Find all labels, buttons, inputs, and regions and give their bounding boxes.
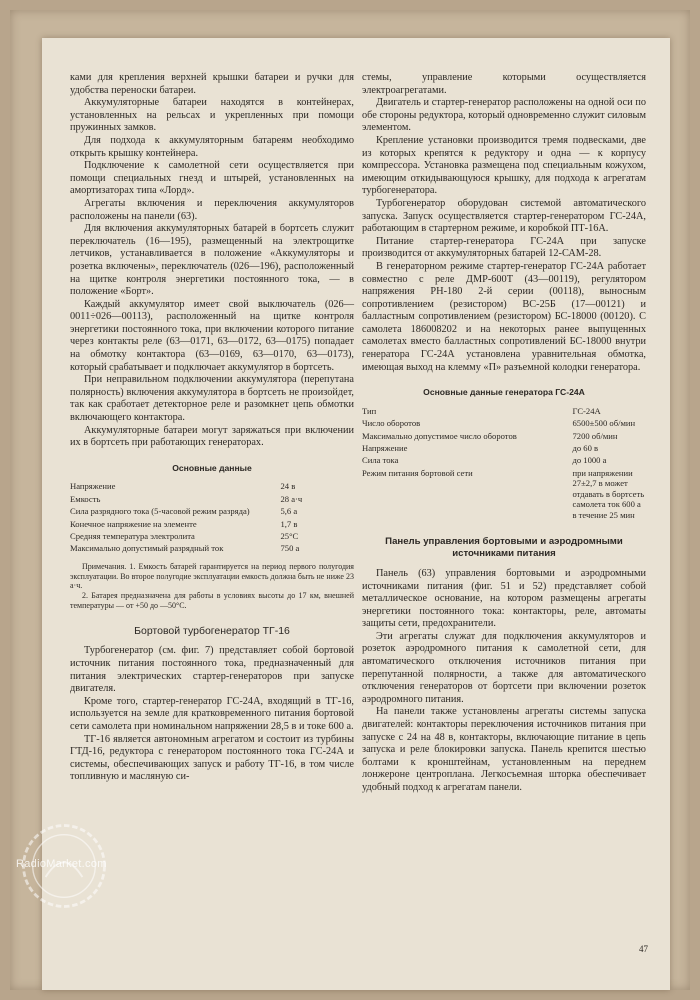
paragraph: Каждый аккумулятор имеет свой выключатель (026—0011÷026—00113), расположенный на щитке контроля энергетики постоянного тока, при включении которого питание через контакты реле (63—0171, 63—0172, 63—0175) попадает на обмотку контактора (63—0169, 63—0170, 63—0173), который срабатывает и подключает аккумулятор в бортсеть.	[70, 298, 354, 373]
paragraph: Турбогенератор оборудован системой автоматического запуска. Запуск осуществляется стартер-генератором ГС-24А, работающим в стартерном режиме, и коробкой ПТ-16А.	[362, 197, 646, 235]
paragraph: На панели также установлены агрегаты системы запуска двигателей: контакторы переключения источников питания при запуске с 24 на 48 в, контакторы, включающие питание в цепь запуска и реле блокировки запуска. Панель крепится шестью болтами к кронштейнам, установленным на переднем лонжероне центроплана. Легкосъемная шторка обеспечивает удобный подход к агрегатам панели.	[362, 706, 646, 793]
table-row: Режим питания бортовой сети при напряжении 27±2,7 в может отдавать в бортсеть самолета ток 600 а в течение 25 мин	[362, 467, 645, 520]
paragraph: В генераторном режиме стартер-генератор ГС-24А работает совместно с реле ДМР-600Т (43—00119), регулятором напряжения РН-180 2-й серии (00118), выносным сопротивлением (резистором) ВС-25Б (17—00121) и балластным сопротивлением (резистором) БС-18000 (00120). С самолета 186008202 и на некоторых ранее выпущенных самолетах вместо балластных сопротивлений БС-18000 внутри генератора ГС-24А установлена уравнительная обмотка, имеющая выход на клемму «П» разъемной колодки генератора.	[362, 260, 646, 373]
table-title: Основные данные генератора ГС-24А	[423, 387, 585, 398]
note: 2. Батарея предназначена для работы в условиях высоты до 17 км, внешней температуры — от +50 до —50°С.	[70, 591, 354, 611]
paragraph: Двигатель и стартер-генератор расположены на одной оси по обе стороны редуктора, который одновременно служит силовым элементом.	[362, 97, 646, 134]
table-row: Сила разрядного тока (5-часовой режим разряда) 5,6 а	[70, 506, 298, 517]
paragraph: Кроме того, стартер-генератор ГС-24А, входящий в ТГ-16, используется на земле для кратковременного питания бортовой сети самолета при номинальном напряжении 28,5 в и токе 600 а.	[70, 695, 354, 732]
right-column	[362, 72, 646, 795]
paragraph: Подключение к самолетной сети осуществляется при помощи специальных гнезд и штырей, установленных на амортизаторах типа «Лорд».	[70, 160, 354, 197]
paragraph: ТГ-16 является автономным агрегатом и состоит из турбины ГТД-16, редуктора с генератором постоянного тока ГС-24А и системы, обеспечивающих запуск и работу ТГ-16, в том числе топливную и масляную си-	[70, 733, 354, 783]
table-row: Максимально допустимый разрядный ток 750 а	[70, 543, 300, 554]
paragraph: Для включения аккумуляторных батарей в бортсеть служит переключатель (16—195), размещенный на электрощитке летчиков, устанавливается в положение «Аккумуляторы и розетка включены», переключатель (026—196), расположенный на щитке контроля энергетики постоянного тока, — в положение «Борт».	[70, 223, 354, 298]
generator-specs-table	[362, 406, 646, 522]
paragraph: Аккумуляторные батареи находятся в контейнерах, установленных на рельсах и укрепленных при помощи пружинных замков.	[70, 97, 354, 134]
scan-frame	[10, 10, 690, 990]
table-row: Сила тока до 1000 а	[362, 455, 607, 466]
section-title: Панель управления бортовыми и аэродромными источниками питания	[385, 535, 623, 559]
table-row: Напряжение до 60 в	[362, 443, 599, 454]
table-row: Тип ГС-24А	[362, 405, 601, 416]
table-row: Конечное напряжение на элементе 1,7 в	[70, 518, 298, 529]
paragraph: При неправильном подключении аккумулятора (перепутана полярность) включения аккумулятора в бортсеть не произойдет, так как сработает детекторное реле и разомкнет цепь обмотки включающего контактора.	[70, 374, 354, 424]
battery-specs-table	[70, 481, 354, 555]
table-row: Число оборотов 6500±500 об/мин	[362, 418, 636, 429]
paragraph: Турбогенератор (см. фиг. 7) представляет собой бортовой источник питания постоянного тока, предназначенный для питания электрических стартер-генераторов при запуске двигателя.	[70, 645, 354, 695]
paragraph: стемы, управление которыми осуществляется электроагрегатами.	[362, 72, 646, 96]
left-column	[70, 72, 354, 784]
note: Примечания. 1. Емкость батарей гарантируется на период первого полугодия эксплуатации. Во второе полугодие эксплуатации емкость должна быть не ниже 23 а·ч.	[70, 561, 354, 591]
paragraph: Аккумуляторные батареи могут заряжаться при включении их в бортсеть при работающих генераторах.	[70, 424, 354, 449]
paragraph: Эти агрегаты служат для подключения аккумуляторов и розеток аэродромного питания к самолетной сети, для автоматического отключения источников питания при перепутанной полярности, а также для автоматического отключения генераторов от бортсети при включении розеток аэродромного питания.	[362, 630, 646, 705]
table-row: Максимально допустимое число оборотов 7200 об/мин	[362, 430, 618, 441]
table-row: Емкость 28 а·ч	[70, 493, 303, 504]
paragraph: Для подхода к аккумуляторным батареям необходимо открыть крышку контейнера.	[70, 134, 354, 159]
table-row: Напряжение 24 в	[70, 481, 296, 492]
paragraph: ками для крепления верхней крышки батареи и ручки для удобства переноски батареи.	[70, 72, 354, 96]
page-number: 47	[639, 944, 648, 954]
paragraph: Агрегаты включения и переключения аккумуляторов расположены на панели (63).	[70, 197, 354, 222]
document-page	[42, 38, 670, 990]
watermark-text: RadioMarket.com	[16, 858, 107, 870]
paragraph: Крепление установки производится тремя подвесками, две из которых крепятся к редуктору и одна — к корпусу компрессора. Установка размещена под специальным кожухом, имеющим откидывающуюся крышку, для подхода к агрегатам турбогенератора.	[362, 134, 646, 197]
table-notes	[70, 562, 354, 611]
section-title: Бортовой турбогенератор ТГ-16	[134, 624, 290, 637]
paragraph: Панель (63) управления бортовыми и аэродромными источниками питания (фиг. 51 и 52) представляет собой металлическое основание, на котором размещены агрегаты энергетики постоянного тока: контакторы, реле, автоматы защиты сети, предохранители.	[362, 567, 646, 630]
paragraph: Питание стартер-генератора ГС-24А при запуске производится от аккумуляторных батарей 12-САМ-28.	[362, 235, 646, 260]
table-title: Основные данные	[172, 462, 252, 473]
table-row: Средняя температура электролита 25°С	[70, 531, 299, 542]
